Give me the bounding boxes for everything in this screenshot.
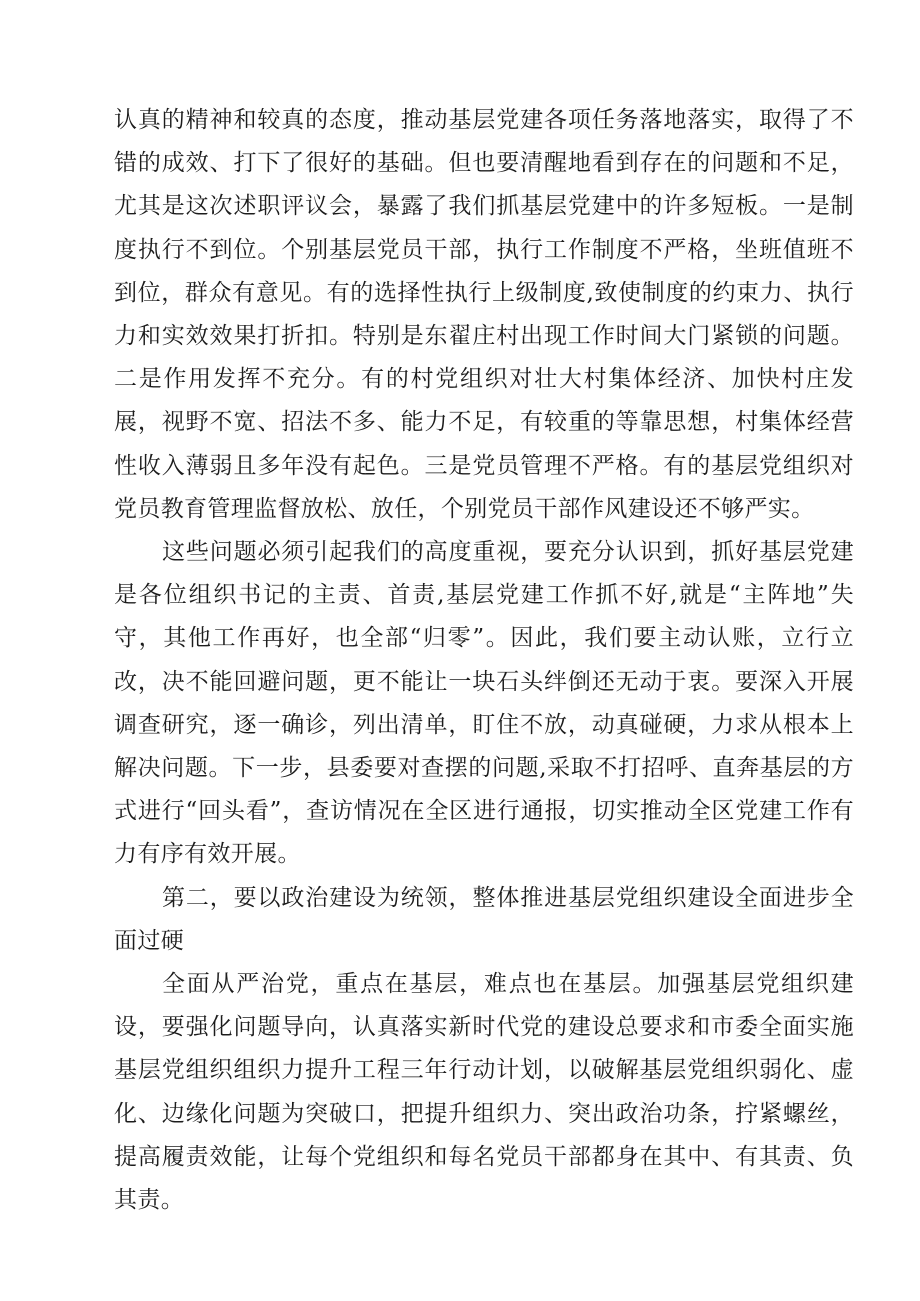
paragraph-strict-governance: 全面从严治党，重点在基层，难点也在基层。加强基层党组织建设，要强化问题导向，认真落实新时代党的建设总要求和市委全面实施基层党组织组织力提升工程三年行动计划，以破解基层党组织弱化、虚化、边缘化问题为突破口，把提升组织力、突出政治功条，拧紧螺丝，提高履责效能，让每个党组织和每名党员干部都身在其中、有其责、负其责。 [114,971,854,1214]
paragraph-continuation: 认真的精神和较真的态度，推动基层党建各项任务落地落实，取得了不错的成效、打下了很好的基础。但也要清醒地看到存在的问题和不足，尤其是这次述职评议会，暴露了我们抓基层党建中的许多短板。一是制度执行不到位。个别基层党员干部，执行工作制度不严格，坐班值班不到位，群众有意见。有的选择性执行上级制度,致使制度的约束力、执行力和实效效果打折扣。特别是东翟庄村出现工作时间大门紧锁的问题。二是作用发挥不充分。有的村党组织对壮大村集体经济、加快村庄发展，视野不宽、招法不多、能力不足，有较重的等靠思想，村集体经营性收入薄弱且多年没有起色。三是党员管理不严格。有的基层党组织对党员教育管理监督放松、放任，个别党员干部作风建设还不够严实。 [114,107,854,522]
document-page [114,99,854,1222]
section-heading-second: 第二，要以政治建设为统领，整体推进基层党组织建设全面进步全面过硬 [114,884,854,954]
paragraph-problem-awareness: 这些问题必须引起我们的高度重视，要充分认识到，抓好基层党建是各位组织书记的主责、首责,基层党建工作抓不好,就是“主阵地”失守，其他工作再好，也全部“归零”。因此，我们要主动认账，立行立改，决不能回避问题，更不能让一块石头绊倒还无动于衷。要深入开展调查研究，逐一确诊，列出清单，盯住不放，动真碰硬，力求从根本上解决问题。下一步，县委要对查摆的问题,采取不打招呼、直奔基层的方式进行“回头看”，查访情况在全区进行通报，切实推动全区党建工作有力有序有效开展。 [114,539,854,868]
